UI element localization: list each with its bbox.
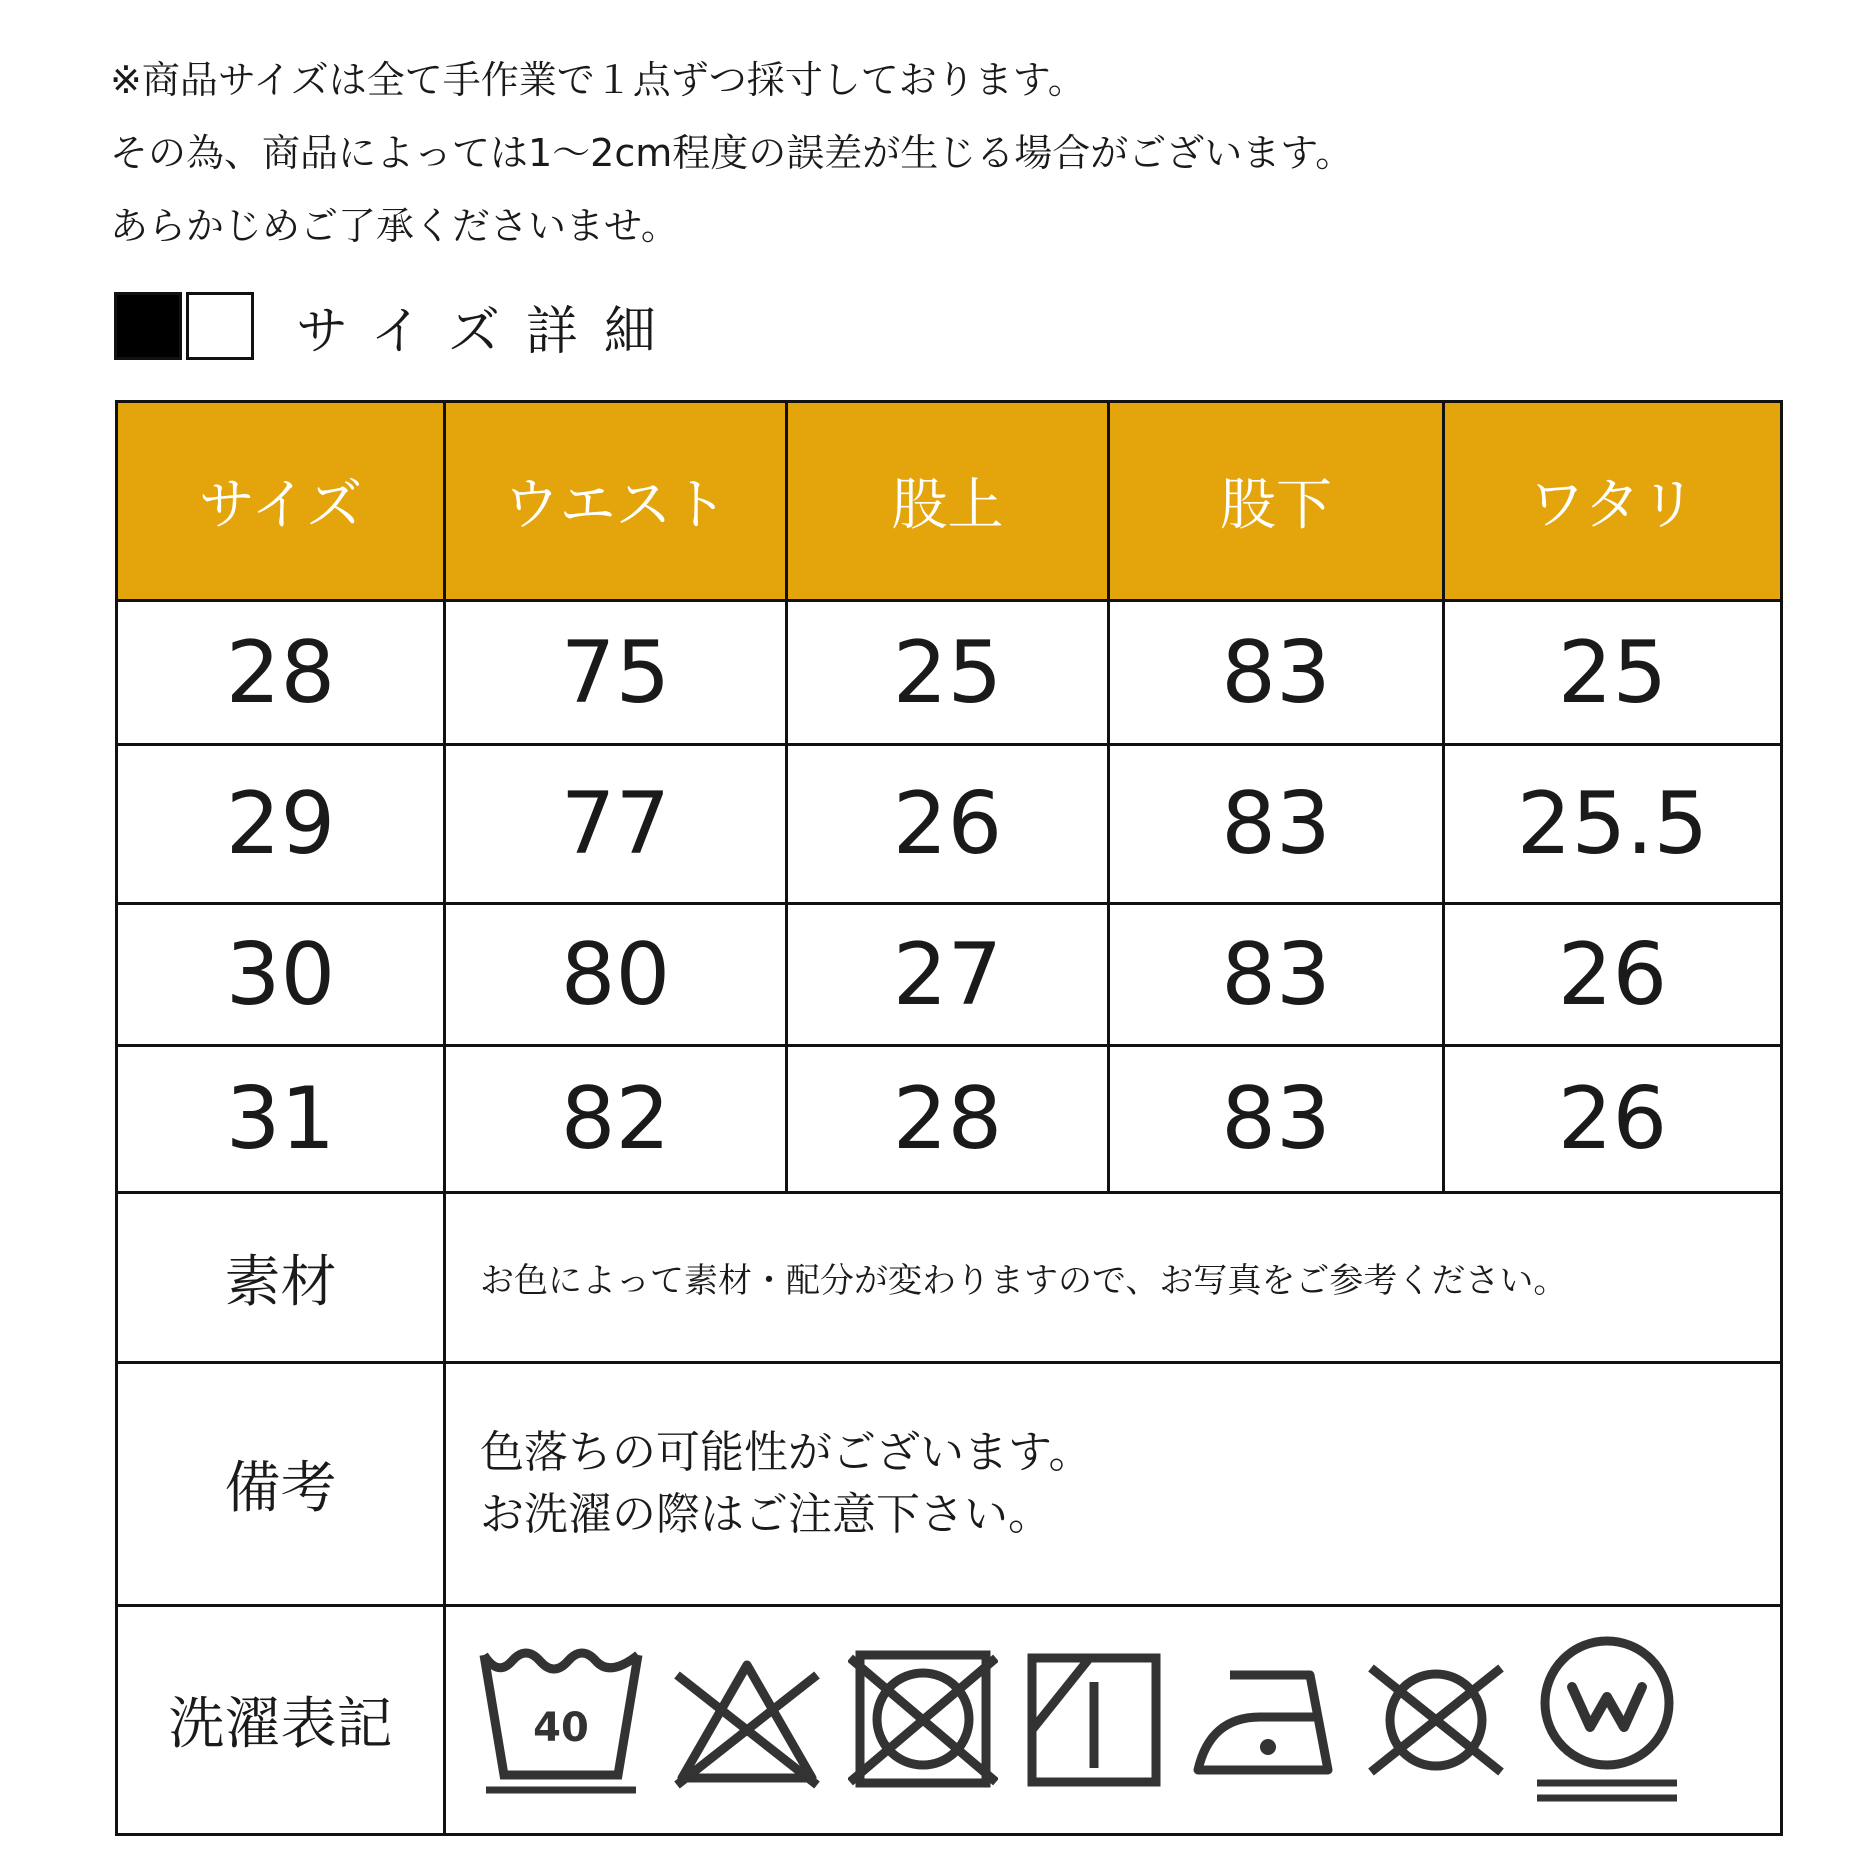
iron-low-icon (1190, 1655, 1340, 1785)
header-inseam: 股下 (1109, 402, 1444, 601)
cell-waist: 75 (445, 601, 787, 745)
table-row (117, 745, 1782, 904)
cell-rise: 26 (787, 745, 1109, 904)
cell-rise: 28 (787, 1046, 1109, 1193)
cell-size: 30 (117, 904, 445, 1046)
header-rise: 股上 (787, 402, 1109, 601)
cell-size: 31 (117, 1046, 445, 1193)
notice-line-2: その為、商品によっては1～2cm程度の誤差が生じる場合がございます。 (110, 131, 1354, 175)
table-header-row (117, 402, 1782, 601)
drip-dry-shade-icon (1024, 1650, 1164, 1790)
size-table (115, 400, 1783, 1836)
care-icons (446, 1635, 1780, 1805)
wash-temp-label: 40 (533, 1705, 589, 1751)
care-label: 洗濯表記 (117, 1606, 445, 1835)
section-heading (114, 290, 682, 362)
table-row (117, 1046, 1782, 1193)
white-square-icon (186, 292, 254, 360)
cell-thigh: 25 (1444, 601, 1782, 745)
notice-line-1: ※商品サイズは全て手作業で１点ずつ採寸しております。 (110, 58, 1086, 102)
care-row (117, 1606, 1782, 1835)
table-row (117, 601, 1782, 745)
memo-text (445, 1363, 1782, 1606)
notice-line-3: あらかじめご了承くださいませ。 (110, 204, 679, 248)
cell-thigh: 25.5 (1444, 745, 1782, 904)
cell-size: 28 (117, 601, 445, 745)
cell-inseam: 83 (1109, 1046, 1444, 1193)
cell-rise: 27 (787, 904, 1109, 1046)
wet-clean-icon (1532, 1635, 1682, 1805)
table-row (117, 904, 1782, 1046)
cell-inseam: 83 (1109, 745, 1444, 904)
header-size: サイズ (117, 402, 445, 601)
no-dry-clean-icon (1366, 1660, 1506, 1780)
cell-waist: 80 (445, 904, 787, 1046)
no-tumble-dry-icon (848, 1650, 998, 1790)
cell-inseam: 83 (1109, 904, 1444, 1046)
material-row (117, 1193, 1782, 1363)
memo-row (117, 1363, 1782, 1606)
cell-thigh: 26 (1444, 1046, 1782, 1193)
cell-waist: 82 (445, 1046, 787, 1193)
no-bleach-icon (672, 1650, 822, 1790)
header-thigh: ワタリ (1444, 402, 1782, 601)
wash-40-icon (476, 1645, 646, 1795)
cell-size: 29 (117, 745, 445, 904)
section-title: サイズ詳細 (296, 301, 682, 362)
black-square-icon (114, 292, 182, 360)
cell-rise: 25 (787, 601, 1109, 745)
memo-label: 備考 (117, 1363, 445, 1606)
material-label: 素材 (117, 1193, 445, 1363)
material-text: お色によって素材・配分が変わりますので、お写真をご参考ください。 (445, 1193, 1782, 1363)
cell-inseam: 83 (1109, 601, 1444, 745)
memo-line-2: お洗濯の際はご注意下さい。 (480, 1489, 1052, 1540)
care-icons-cell (445, 1606, 1782, 1835)
cell-thigh: 26 (1444, 904, 1782, 1046)
cell-waist: 77 (445, 745, 787, 904)
memo-line-1: 色落ちの可能性がございます。 (480, 1427, 1093, 1478)
header-waist: ウエスト (445, 402, 787, 601)
notice-text (110, 44, 1353, 263)
